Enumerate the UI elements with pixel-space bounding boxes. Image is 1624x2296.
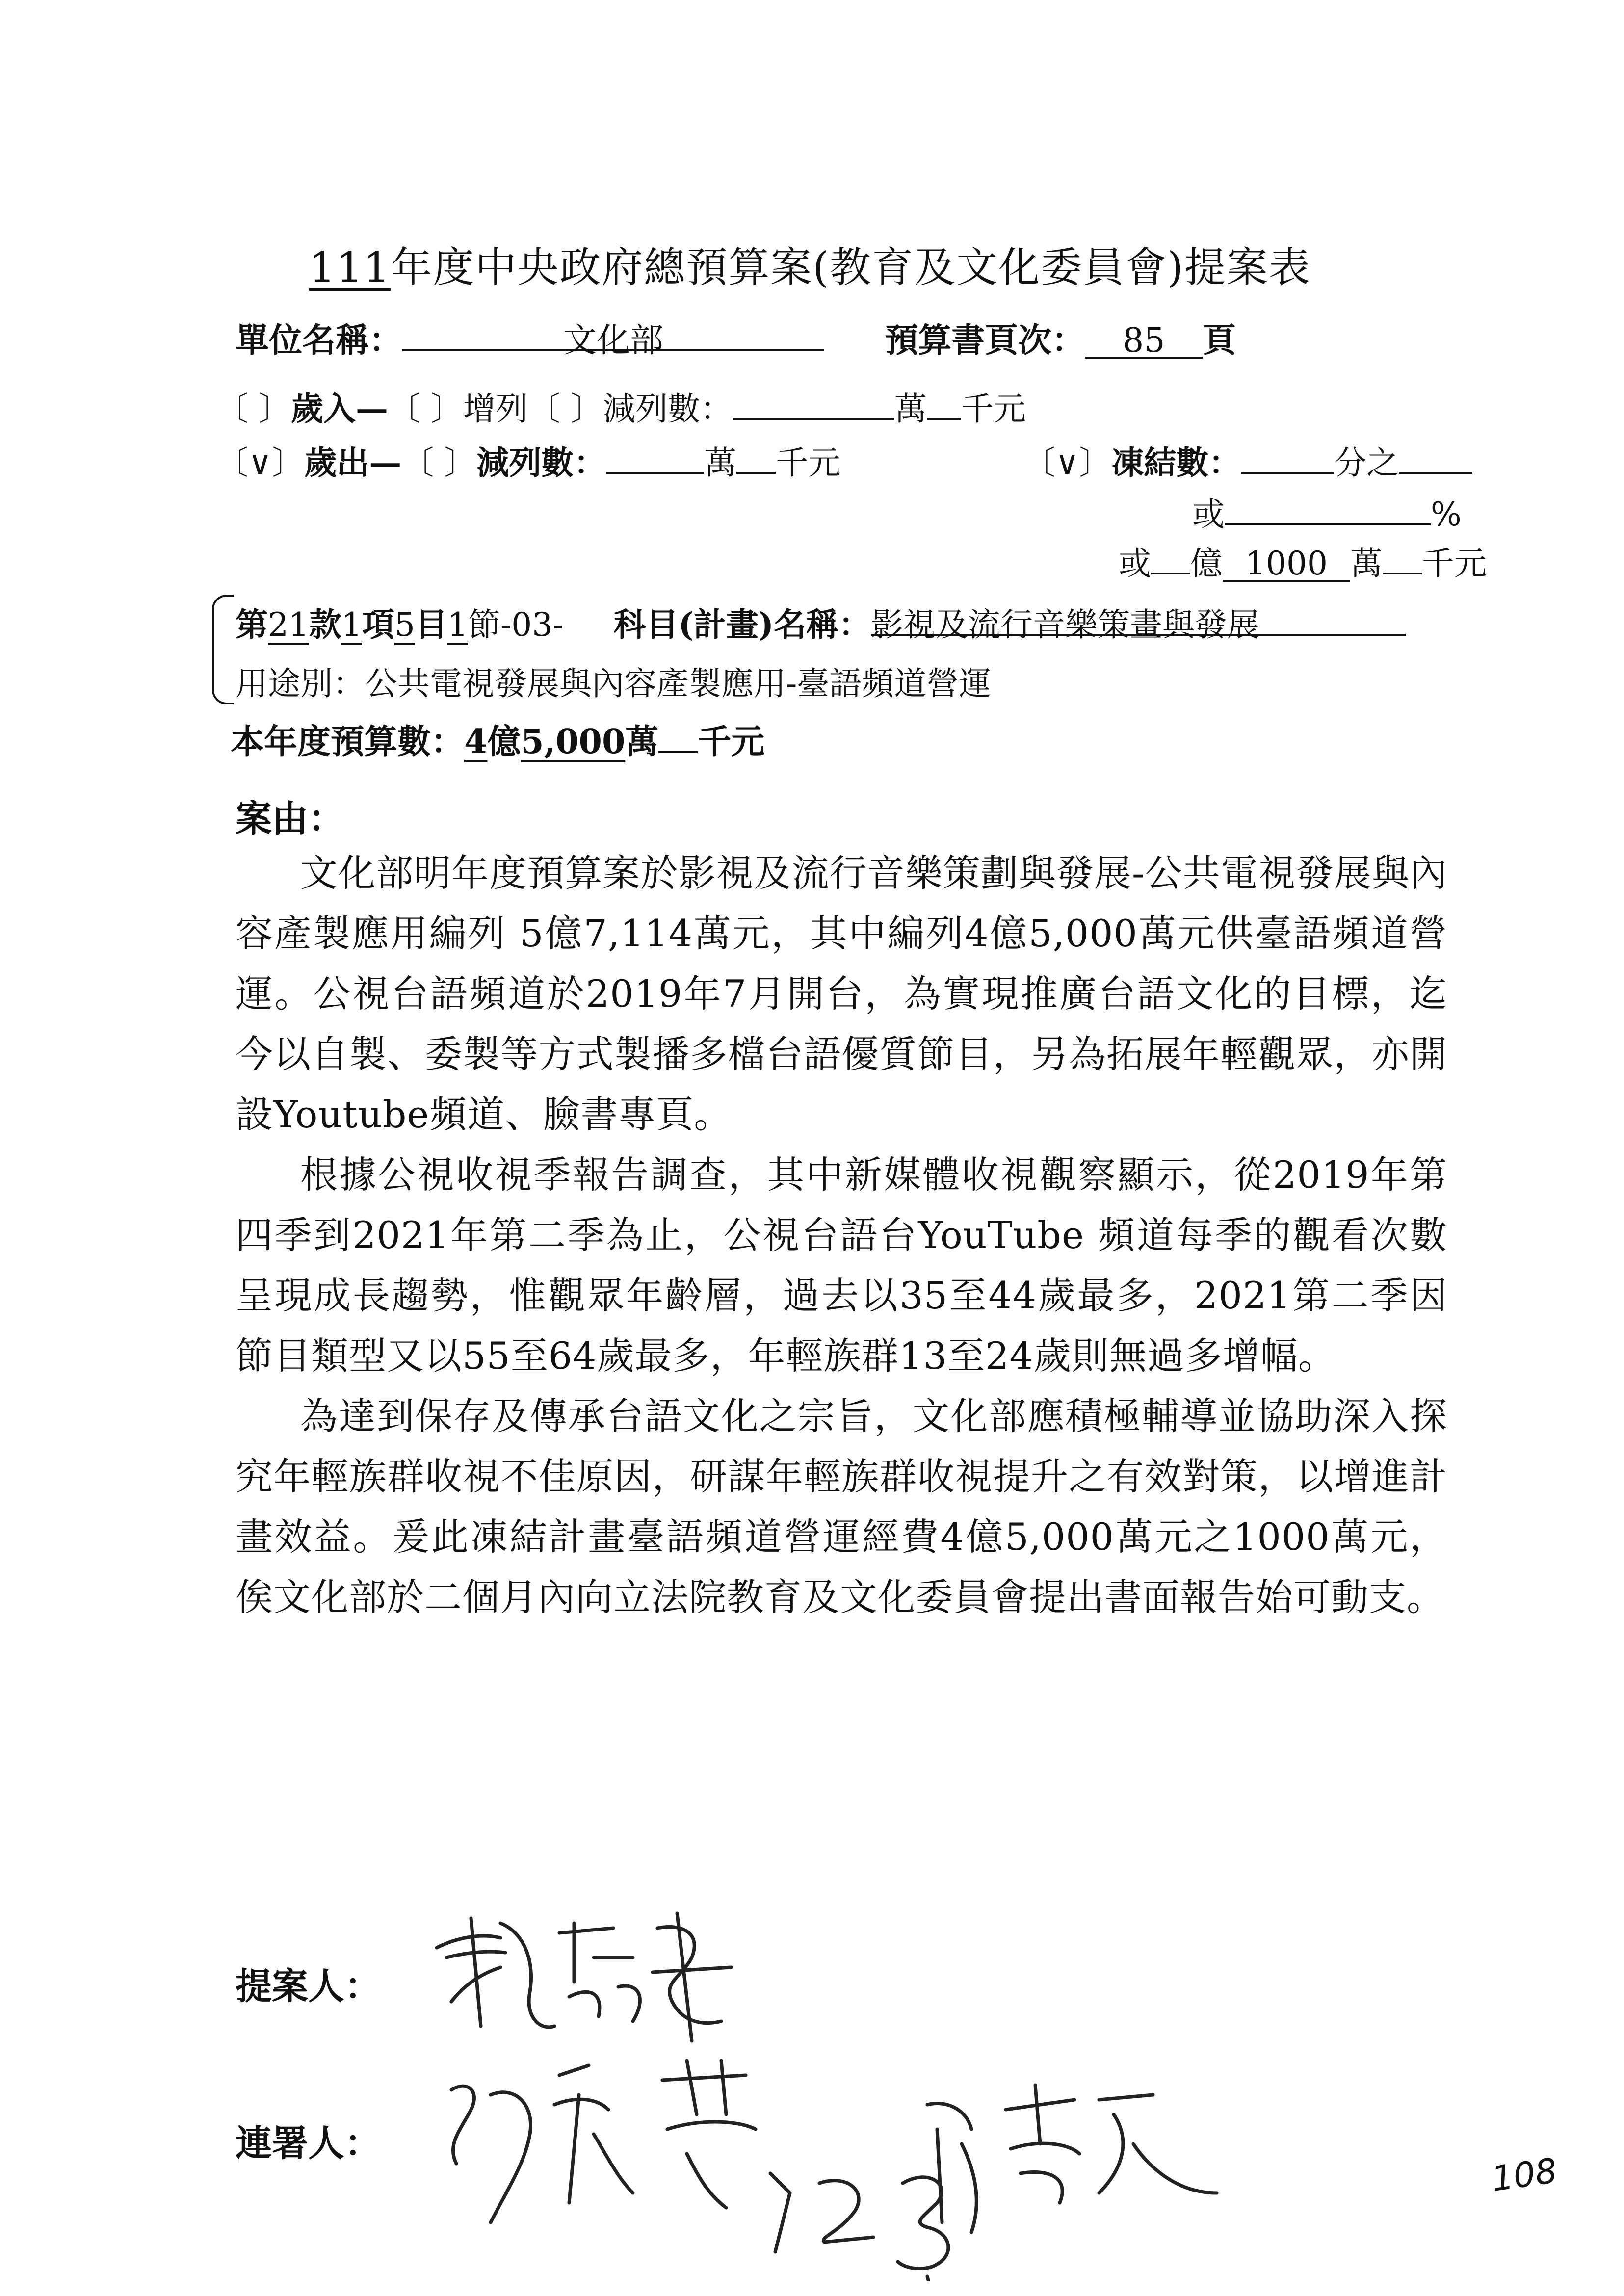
budget-yi: 億 (487, 722, 521, 761)
or-label-2: 或 (1119, 545, 1151, 582)
freeze-yi: 億 (1190, 545, 1223, 582)
decrease-label: 減列數： (602, 390, 733, 428)
proposer-signature (427, 1904, 741, 2051)
increase-label: 增列 (463, 390, 528, 428)
budget-row (231, 715, 764, 763)
unit-row (236, 314, 1236, 362)
budget-label: 本年度預算數： (231, 722, 465, 761)
expense-decrease-label: 減列數： (476, 444, 606, 482)
revenue-qian: 千元 (961, 390, 1026, 428)
unit-label: 單位名稱： (236, 321, 403, 360)
reason-paragraph-2: 根據公視收視季報告調查，其中新媒體收視觀察顯示，從2019年第四季到2021年第二季為止，公視台語台YouTube 頻道每季的觀看次數呈現成長趨勢，惟觀眾年齡層，過去以35至44歲最多，2021第二季因節目類型又以55至64歲最多，年輕族群13至24歲則無過多增幅。 (236, 1153, 1447, 1378)
freeze-percent-row (1192, 488, 1462, 535)
cosigner-label: 連署人： (236, 2122, 381, 2165)
expense-amount-blank (606, 437, 704, 474)
expense-qian: 千元 (776, 444, 841, 482)
page-value: 85 (1085, 321, 1203, 359)
freeze-fraction-num-blank (1241, 437, 1334, 474)
budget-wan: 萬 (625, 722, 659, 761)
freeze-fraction-label: 分之 (1334, 444, 1399, 482)
freeze-yi-blank (1151, 537, 1190, 574)
item-jie-label: 節-03- (468, 606, 564, 644)
or-label-1: 或 (1192, 496, 1225, 533)
revenue-row (216, 383, 1026, 429)
reason-paragraph-3: 為達到保存及傳承台語文化之宗旨，文化部應積極輔導並協助深入探究年輕族群收視不佳原因，研謀年輕族群收視提升之有效對策，以增進計畫效益。爰此凍結計畫臺語頻道營運經費4億5,000萬元之1000萬元，俟文化部於二個月內向立法院教育及文化委員會提出書面報告始可動支。 (236, 1394, 1447, 1619)
subject-value: 影視及流行音樂策畫與發展 (871, 599, 1406, 636)
revenue-qian-blank (927, 383, 961, 420)
revenue-label: 歲入— (290, 390, 388, 428)
item-row (236, 599, 1406, 645)
subject-label: 科目(計畫)名稱： (613, 605, 871, 644)
expense-qian-blank (736, 437, 776, 474)
freeze-qian: 千元 (1422, 545, 1487, 582)
revenue-wan: 萬 (894, 390, 927, 428)
expense-label: 歲出— (304, 444, 402, 482)
freeze-wan: 萬 (1350, 545, 1383, 582)
budget-wan-value: 5,000 (521, 722, 626, 761)
freeze-amount: 1000 (1223, 545, 1350, 582)
page-suffix: 頁 (1203, 321, 1236, 360)
item-xiang-value: 1 (341, 606, 362, 644)
expense-wan: 萬 (704, 444, 737, 482)
item-bracket (212, 595, 234, 704)
budget-yi-value: 4 (464, 722, 488, 761)
freeze-checkbox: 〔∨〕 (1023, 444, 1112, 482)
page-label: 預算書頁次： (885, 321, 1085, 360)
item-mu-label: 目 (415, 605, 447, 644)
freeze-amount-row (1119, 537, 1487, 584)
budget-qian-blank (658, 716, 698, 753)
expense-row (216, 437, 840, 483)
increase-checkbox: 〔 〕 (388, 390, 463, 428)
item-di: 第 (236, 605, 268, 644)
freeze-fraction-den-blank (1399, 437, 1472, 474)
item-xiang-label: 項 (362, 605, 394, 644)
use-value: 公共電視發展與內容產製應用-臺語頻道營運 (365, 665, 992, 703)
item-kuan-label: 款 (309, 605, 341, 644)
budget-qian: 千元 (698, 722, 765, 761)
freeze-row (1023, 437, 1472, 483)
item-kuan-value: 21 (268, 606, 309, 644)
freeze-qian-blank (1383, 537, 1422, 574)
cosigner-signature (432, 2046, 1227, 2281)
handwritten-page-number: 108 (1489, 2150, 1560, 2199)
revenue-amount-blank (733, 383, 894, 420)
decrease-checkbox: 〔 〕 (527, 390, 603, 428)
reason-paragraph-1: 文化部明年度預算案於影視及流行音樂策劃與發展-公共電視發展與內容產製應用編列 5億7,114萬元，其中編列4億5,000萬元供臺語頻道營運。公視台語頻道於2019年7月開台，為實現推廣台語文化的目標，迄今以自製、委製等方式製播多檔台語優質節目，另為拓展年輕觀眾，亦開設Youtube頻道、臉書專頁。 (236, 851, 1447, 1136)
revenue-checkbox: 〔 〕 (216, 390, 291, 428)
use-label: 用途別： (236, 665, 365, 703)
title-text: 年度中央政府總預算案(教育及文化委員會)提案表 (391, 243, 1311, 291)
reason-label: 案由： (236, 798, 344, 840)
item-jie-value: 1 (447, 606, 468, 644)
freeze-label: 凍結數： (1111, 444, 1241, 482)
freeze-percent-blank (1225, 488, 1431, 525)
form-title (309, 235, 1311, 294)
percent-sign: % (1431, 496, 1462, 533)
fiscal-year: 111 (309, 243, 391, 291)
use-row (236, 657, 991, 704)
item-mu-value: 5 (394, 606, 415, 644)
expense-checkbox: 〔∨〕 (216, 444, 305, 482)
unit-value: 文化部 (402, 314, 824, 351)
reason-body (236, 843, 1447, 1627)
proposer-label: 提案人： (236, 1965, 381, 2008)
expense-decrease-checkbox: 〔 〕 (401, 444, 477, 482)
